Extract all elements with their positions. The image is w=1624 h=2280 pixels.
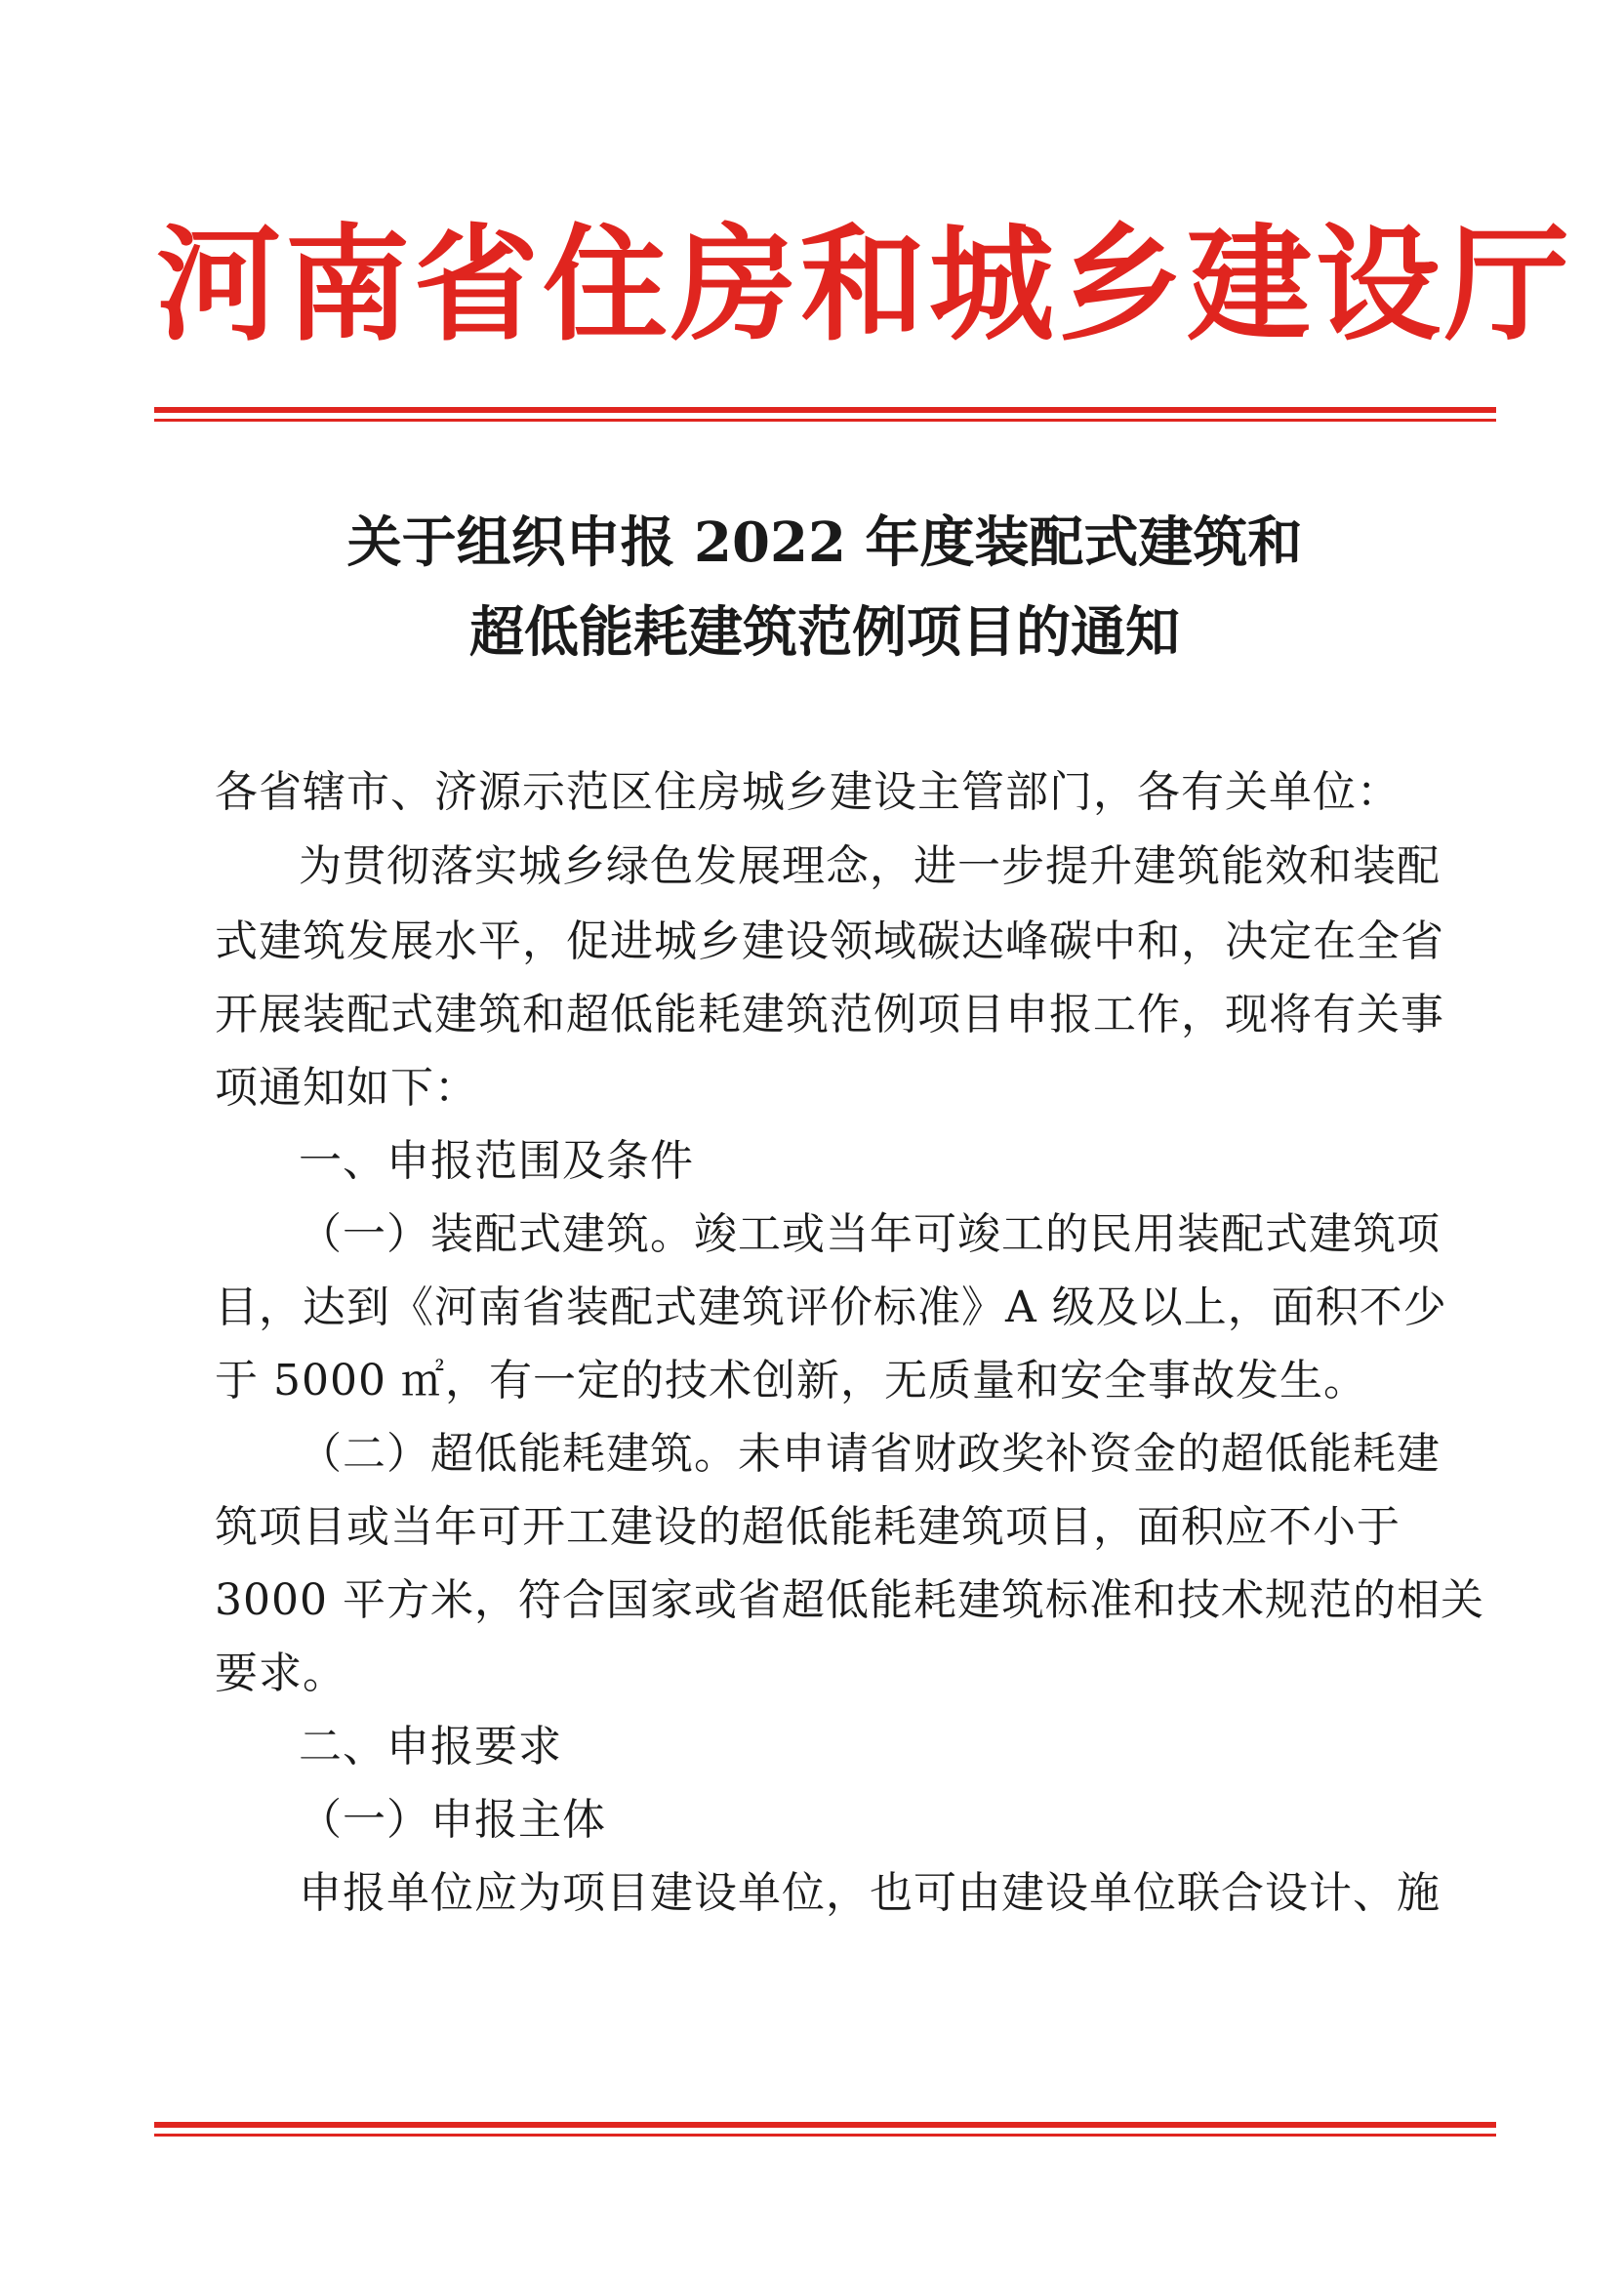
intro-line-4: 项通知如下： (215, 1063, 478, 1113)
footer-rule-thin (154, 2134, 1496, 2137)
item-1-line-2: 目，达到《河南省装配式建筑评价标准》A 级及以上，面积不少 (215, 1282, 1447, 1332)
item-1-line-1: （一）装配式建筑。竣工或当年可竣工的民用装配式建筑项 (299, 1209, 1441, 1259)
document-title-line-1: 关于组织申报 2022 年度装配式建筑和 (346, 510, 1303, 575)
footer-rule (154, 2122, 1496, 2137)
item-2-line-1: （二）超低能耗建筑。未申请省财政奖补资金的超低能耗建 (299, 1429, 1441, 1479)
salutation: 各省辖市、济源示范区住房城乡建设主管部门，各有关单位： (215, 767, 1401, 817)
letterhead: 河南省住房和城乡建设厅 (156, 213, 1574, 358)
document-title-line-2: 超低能耗建筑范例项目的通知 (469, 600, 1180, 665)
header-rule (154, 407, 1496, 422)
intro-line-2: 式建筑发展水平，促进城乡建设领域碳达峰碳中和，决定在全省 (215, 916, 1444, 966)
section-1-heading: 一、申报范围及条件 (299, 1136, 694, 1186)
footer-rule-thick (154, 2122, 1496, 2128)
header-rule-thick (154, 407, 1496, 413)
header-rule-thin (154, 419, 1496, 422)
sub-1-text: 申报单位应为项目建设单位，也可由建设单位联合设计、施 (299, 1868, 1441, 1918)
intro-line-3: 开展装配式建筑和超低能耗建筑范例项目申报工作，现将有关事 (215, 990, 1444, 1039)
intro-line-1: 为贯彻落实城乡绿色发展理念，进一步提升建筑能效和装配 (299, 841, 1441, 891)
item-2-line-4: 要求。 (215, 1649, 346, 1698)
item-2-line-2: 筑项目或当年可开工建设的超低能耗建筑项目，面积应不小于 (215, 1502, 1401, 1552)
item-1-line-3: 于 5000 ㎡，有一定的技术创新，无质量和安全事故发生。 (215, 1356, 1367, 1405)
section-2-heading: 二、申报要求 (299, 1722, 562, 1771)
item-2-line-3: 3000 平方米，符合国家或省超低能耗建筑标准和技术规范的相关 (215, 1575, 1484, 1625)
sub-1-heading: （一）申报主体 (299, 1795, 606, 1845)
